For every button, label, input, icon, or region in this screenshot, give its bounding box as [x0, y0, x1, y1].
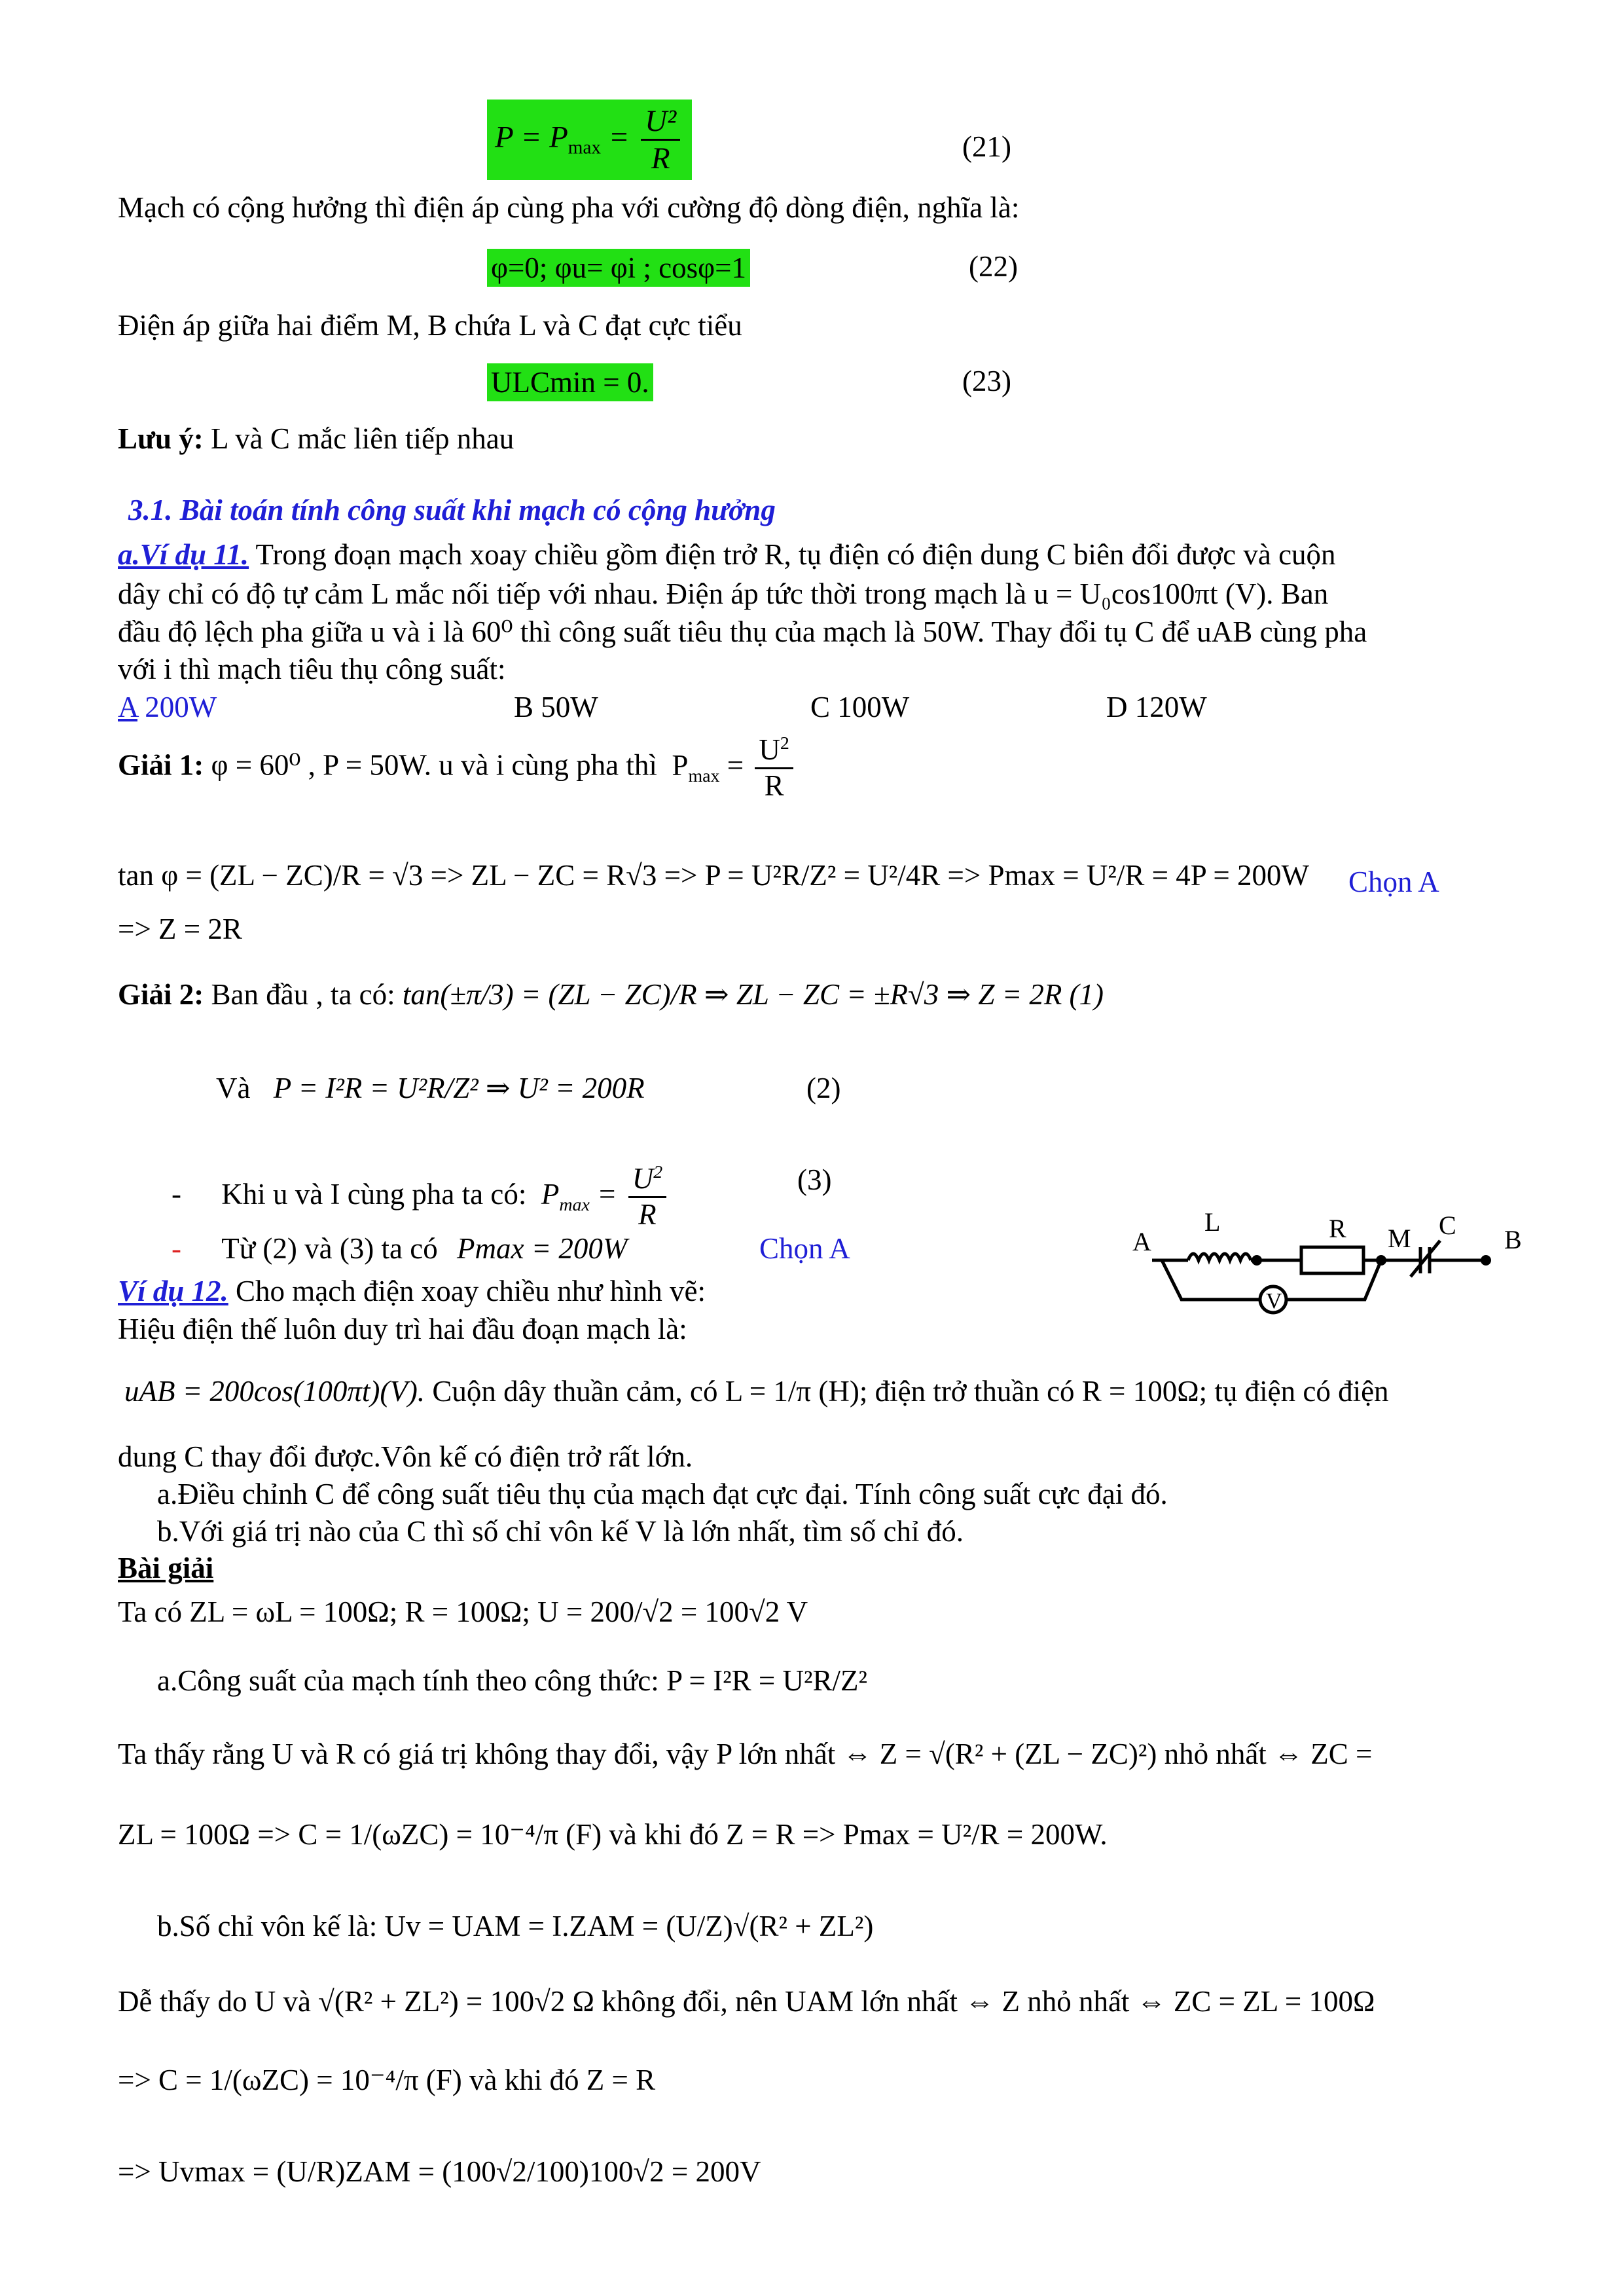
ex12-line3-text: Cuộn dây thuần cảm, có L = 1/π (H); điện trở thuần có R = 100Ω; tụ điện có điện — [425, 1375, 1389, 1408]
voltmeter-label: V — [1266, 1289, 1282, 1313]
eq21-formula — [487, 100, 692, 180]
circuit-diagram — [1132, 1205, 1591, 1336]
ex12-label: Ví dụ 12. — [118, 1275, 228, 1307]
sol2-eq2-number: (2) — [806, 1072, 841, 1104]
sol2-eq3-number: (3) — [797, 1163, 832, 1196]
note-line — [118, 421, 514, 456]
eq23-formula: ULCmin = 0. — [487, 363, 653, 401]
ex11-option-c: C 100W — [810, 691, 910, 723]
sol2-text: Ban đầu , ta có: — [204, 978, 395, 1011]
solution-line6: Dễ thấy do U và √(R² + ZL²) = 100√2 Ω không đổi, nên UAM lớn nhất ⇔ Z nhỏ nhất ⇔ ZC = ZL = 100Ω — [118, 1985, 1375, 2018]
sol1-line3: => Z = 2R — [118, 913, 242, 945]
node-dot-m — [1376, 1255, 1386, 1266]
eq21-den: R — [651, 141, 670, 176]
sol2-and: Và — [216, 1072, 251, 1104]
section-title: 3.1. Bài toán tính công suất khi mạch có cộng hưởng — [128, 494, 776, 526]
eq23-number: (23) — [962, 365, 1011, 397]
note-text: L và C mắc liên tiếp nhau — [203, 422, 514, 455]
sol2-bullet1 — [171, 1162, 670, 1232]
eq21-num: U² — [641, 103, 680, 141]
circuit-label-b: B — [1504, 1225, 1522, 1254]
circuit-label-c: C — [1439, 1211, 1456, 1240]
resistor — [1301, 1247, 1363, 1273]
sol1-label: Giải 1: — [118, 748, 204, 782]
circuit-label-m: M — [1388, 1224, 1411, 1253]
sol2-bullet2 — [171, 1231, 627, 1266]
note-label: Lưu ý: — [118, 422, 204, 455]
sol1-choose: Chọn A — [1348, 866, 1439, 898]
ex11-line2: dây chỉ có độ tự cảm L mắc nối tiếp với nhau. Điện áp tức thời trong mạch là u = U₀cos100πt (V). Ban — [118, 577, 1329, 610]
ex11-option-a-letter: A — [118, 691, 138, 723]
sol1-line1 — [118, 733, 797, 803]
sol1-line2: tan φ = (ZL − ZC)/R = √3 => ZL − ZC = R√3 => P = U²R/Z² = U²/4R => Pmax = U²/R = 4P = 200W — [118, 859, 1309, 892]
sol2-bullet1-text: Khi u và I cùng pha ta có: — [221, 1177, 527, 1211]
solution-title: Bài giải — [118, 1552, 214, 1584]
solution-line1: Ta có ZL = ωL = 100Ω; R = 100Ω; U = 200/√2 = 100√2 V — [118, 1595, 808, 1628]
line-umb: Điện áp giữa hai điểm M, B chứa L và C đạt cực tiểu — [118, 309, 742, 342]
sol2-choose: Chọn A — [759, 1232, 850, 1265]
circuit-label-a: A — [1132, 1227, 1151, 1256]
ex11-option-d: D 120W — [1106, 691, 1207, 723]
sol1-pmax: $P_{max}$ = $\frac{U^2}{R}$ — [664, 749, 797, 782]
ex12-uab: uAB = 200cos(100πt)(V). — [124, 1375, 425, 1408]
inductor-coil — [1188, 1254, 1251, 1260]
ex12-line4: dung C thay đổi được.Vôn kế có điện trở rất lớn. — [118, 1440, 693, 1473]
node-dot-1 — [1252, 1255, 1262, 1266]
ex11-text1: Trong đoạn mạch xoay chiều gồm điện trở R, tụ điện có điện dung C biên đổi được và cuộn — [249, 538, 1336, 571]
solution-line3: Ta thấy rằng U và R có giá trị không thay đổi, vậy P lớn nhất ⇔ Z = √(R² + (ZL − ZC)²) nhỏ nhất ⇔ ZC = — [118, 1738, 1373, 1770]
solution-line4: ZL = 100Ω => C = 1/(ωZC) = 10⁻⁴/π (F) và khi đó Z = R => Pmax = U²/R = 200W. — [118, 1818, 1108, 1851]
eq21-sub: max — [568, 137, 601, 158]
ex11-option-a — [118, 689, 217, 725]
line-resonance: Mạch có cộng hưởng thì điện áp cùng pha với cường độ dòng điện, nghĩa là: — [118, 191, 1020, 224]
sol2-eq2: P = I²R = U²R/Z² ⇒ U² = 200R — [273, 1072, 645, 1104]
sol2-bullet2-text: Từ (2) và (3) ta có — [221, 1232, 438, 1265]
voltmeter-wire-left — [1162, 1260, 1260, 1300]
ex12-text1: Cho mạch điện xoay chiều như hình vẽ: — [228, 1275, 706, 1307]
sol2-eq4: Pmax = 200W — [457, 1232, 628, 1265]
solution-line5: b.Số chỉ vôn kế là: Uv = UAM = I.ZAM = (U/Z)√(R² + ZL²) — [157, 1910, 874, 1942]
circuit-label-r: R — [1329, 1214, 1346, 1243]
ex12-question-a: a.Điều chỉnh C để công suất tiêu thụ của mạch đạt cực đại. Tính công suất cực đại đó. — [157, 1478, 1168, 1510]
bullet-dash-red: - — [171, 1232, 181, 1265]
sol2-eq1: tan(±π/3) = (ZL − ZC)/R ⇒ ZL − ZC = ±R√3 ⇒ Z = 2R (1) — [402, 978, 1104, 1011]
bullet-dash: - — [171, 1177, 181, 1211]
ex12-line1 — [118, 1273, 706, 1309]
sol2-label: Giải 2: — [118, 978, 204, 1011]
eq22-number: (22) — [969, 250, 1018, 283]
sol1-text: φ = 60⁰ , P = 50W. u và i cùng pha thì — [204, 748, 657, 782]
eq21-eq: = — [600, 120, 638, 155]
ex11-line3: đầu độ lệch pha giữa u và i là 60⁰ thì công suất tiêu thụ của mạch là 50W. Thay đổi tụ C để uAB cùng pha — [118, 615, 1367, 648]
ex11-line4: với i thì mạch tiêu thụ công suất: — [118, 653, 506, 685]
ex11-line1 — [118, 537, 1336, 572]
sol2-eq3: $P_{max}$ = $\frac{U^2}{R}$ — [534, 1178, 671, 1211]
circuit-label-l: L — [1204, 1207, 1221, 1237]
eq22-formula: φ=0; φu= φi ; cosφ=1 — [487, 249, 750, 287]
solution-line7: => C = 1/(ωZC) = 10⁻⁴/π (F) và khi đó Z = R — [118, 2064, 656, 2096]
sol2-and-line — [216, 1070, 645, 1106]
eq21-lhs: P = P — [495, 120, 568, 155]
sol2-line1 — [118, 977, 1104, 1012]
ex11-option-b: B 50W — [514, 691, 598, 723]
ex12-line3 — [124, 1374, 1389, 1409]
solution-line2: a.Công suất của mạch tính theo công thức: P = I²R = U²R/Z² — [157, 1664, 868, 1697]
ex11-label: a.Ví dụ 11. — [118, 538, 249, 571]
ex11-option-a-text: 200W — [137, 691, 217, 723]
ex12-line2: Hiệu điện thế luôn duy trì hai đầu đoạn mạch là: — [118, 1313, 687, 1345]
eq21-number: (21) — [962, 130, 1011, 163]
ex12-question-b: b.Với giá trị nào của C thì số chỉ vôn kế V là lớn nhất, tìm số chỉ đó. — [157, 1515, 964, 1548]
node-dot-b — [1481, 1255, 1491, 1266]
solution-line8: => Uvmax = (U/R)ZAM = (100√2/100)100√2 = 200V — [118, 2155, 761, 2188]
